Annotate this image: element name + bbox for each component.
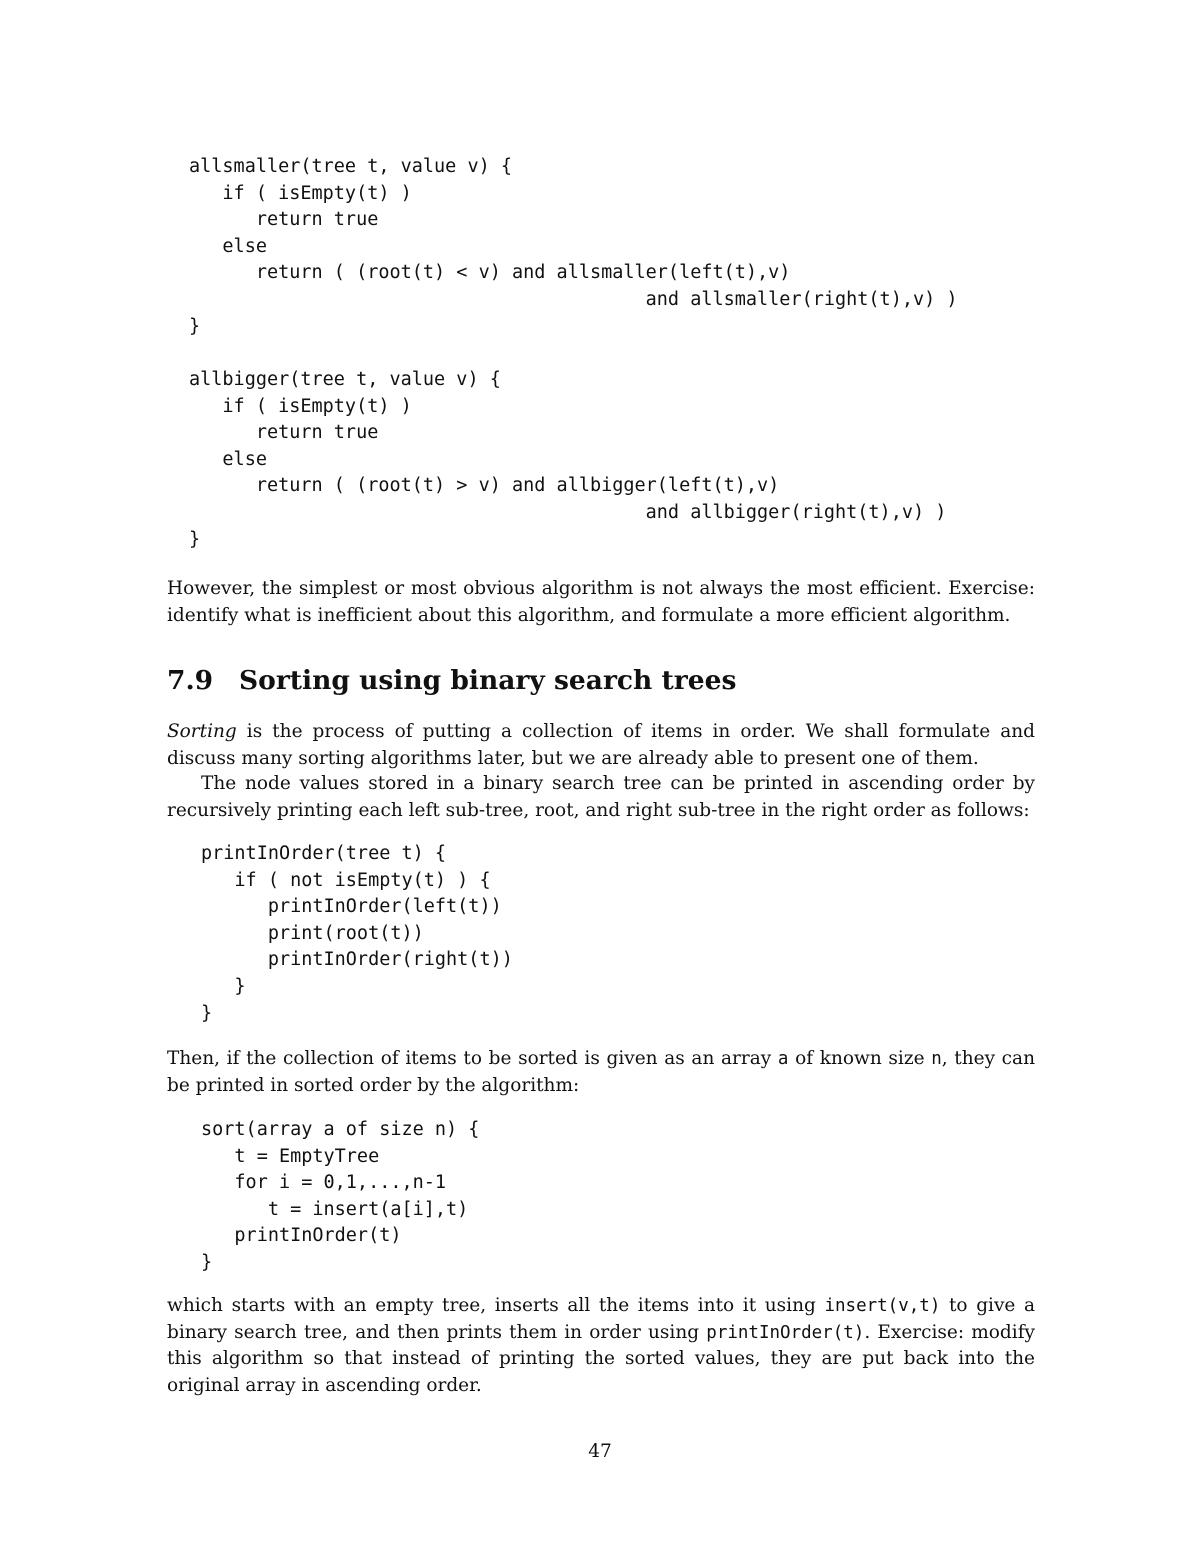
code-line: else: [189, 235, 267, 257]
code-line: print(root(t)): [201, 922, 424, 944]
paragraph-which-text: which starts with an empty tree, inserts all the items into it using: [167, 1295, 825, 1316]
paragraph-then-text: , they can be printed in sorted order by the algorithm:: [167, 1048, 1035, 1096]
code-line: return true: [189, 422, 379, 444]
paragraph-however-text: However, the simplest or most obvious algorithm is not always the most efficient. Exercise: identify what is inefficient about this algorithm, and formulate a more efficient algorithm.: [167, 578, 1035, 626]
code-block-sort: [201, 1117, 479, 1277]
paragraph-node-values-text: The node values stored in a binary search tree can be printed in ascending order by recursively printing each left sub-tree, root, and right sub-tree in the right order as follows:: [167, 773, 1035, 821]
sorting-term: Sorting: [167, 721, 237, 742]
paragraph-sorting-text: is the process of putting a collection of items in order. We shall formulate and discuss many sorting algorithms later, but we are already able to present one of them.: [167, 721, 1035, 769]
section-title: Sorting using binary search trees: [239, 665, 737, 696]
code-line: if ( isEmpty(t) ): [189, 395, 412, 417]
code-line: return true: [189, 209, 379, 231]
inline-code-a: a: [777, 1049, 789, 1069]
code-line: if ( isEmpty(t) ): [189, 182, 412, 204]
code-block-printinorder: [201, 841, 513, 1027]
section-number: 7.9: [167, 665, 214, 696]
code-line: allsmaller(tree t, value v) {: [189, 156, 513, 177]
paragraph-node-values: [167, 771, 1035, 824]
code-line: printInOrder(right(t)): [201, 949, 513, 971]
code-line: for i = 0,1,...,n-1: [201, 1172, 447, 1194]
page-number: 47: [588, 1441, 612, 1462]
paragraph-then: [167, 1046, 1035, 1099]
code-line: }: [189, 315, 201, 337]
code-line: t = EmptyTree: [201, 1145, 380, 1167]
code-line: and allbigger(right(t),v) ): [189, 501, 947, 523]
code-block-allsmaller: [189, 154, 958, 340]
code-line: else: [189, 448, 267, 470]
paragraph-then-text: Then, if the collection of items to be sorted is given as an array: [167, 1048, 778, 1069]
code-line: and allsmaller(right(t),v) ): [189, 288, 958, 310]
code-line: }: [189, 528, 201, 550]
paragraph-however: [167, 576, 1035, 629]
code-line: printInOrder(t): [201, 1225, 402, 1247]
code-line: }: [201, 975, 246, 997]
inline-code-printinorder: printInOrder(t): [706, 1322, 865, 1343]
paragraph-which-text: to give a binary search tree, and then prints them in order using: [167, 1295, 1036, 1343]
paragraph-which-text: . Exercise: modify this algorithm so that instead of printing the sorted values, they are put back into the original array in ascending order.: [167, 1321, 1035, 1396]
paragraph-sorting: [167, 719, 1035, 772]
inline-code-n: n: [931, 1049, 942, 1069]
code-line: }: [201, 1251, 213, 1273]
paragraph-which: [167, 1293, 1035, 1399]
code-line: sort(array a of size n) {: [201, 1119, 480, 1140]
paragraph-then-text: of known size: [788, 1048, 932, 1069]
code-line: allbigger(tree t, value v) {: [189, 369, 501, 390]
code-block-allbigger: [189, 367, 946, 553]
section-heading: [167, 662, 736, 700]
code-line: return ( (root(t) > v) and allbigger(left(t),v): [189, 475, 780, 497]
inline-code-insert: insert(v,t): [824, 1296, 941, 1316]
code-line: if ( not isEmpty(t) ) {: [201, 869, 491, 891]
code-line: printInOrder(tree t) {: [201, 843, 447, 864]
code-line: printInOrder(left(t)): [201, 896, 502, 918]
code-line: t = insert(a[i],t): [201, 1198, 469, 1220]
code-line: return ( (root(t) < v) and allsmaller(left(t),v): [189, 262, 791, 284]
code-line: }: [201, 1002, 213, 1024]
